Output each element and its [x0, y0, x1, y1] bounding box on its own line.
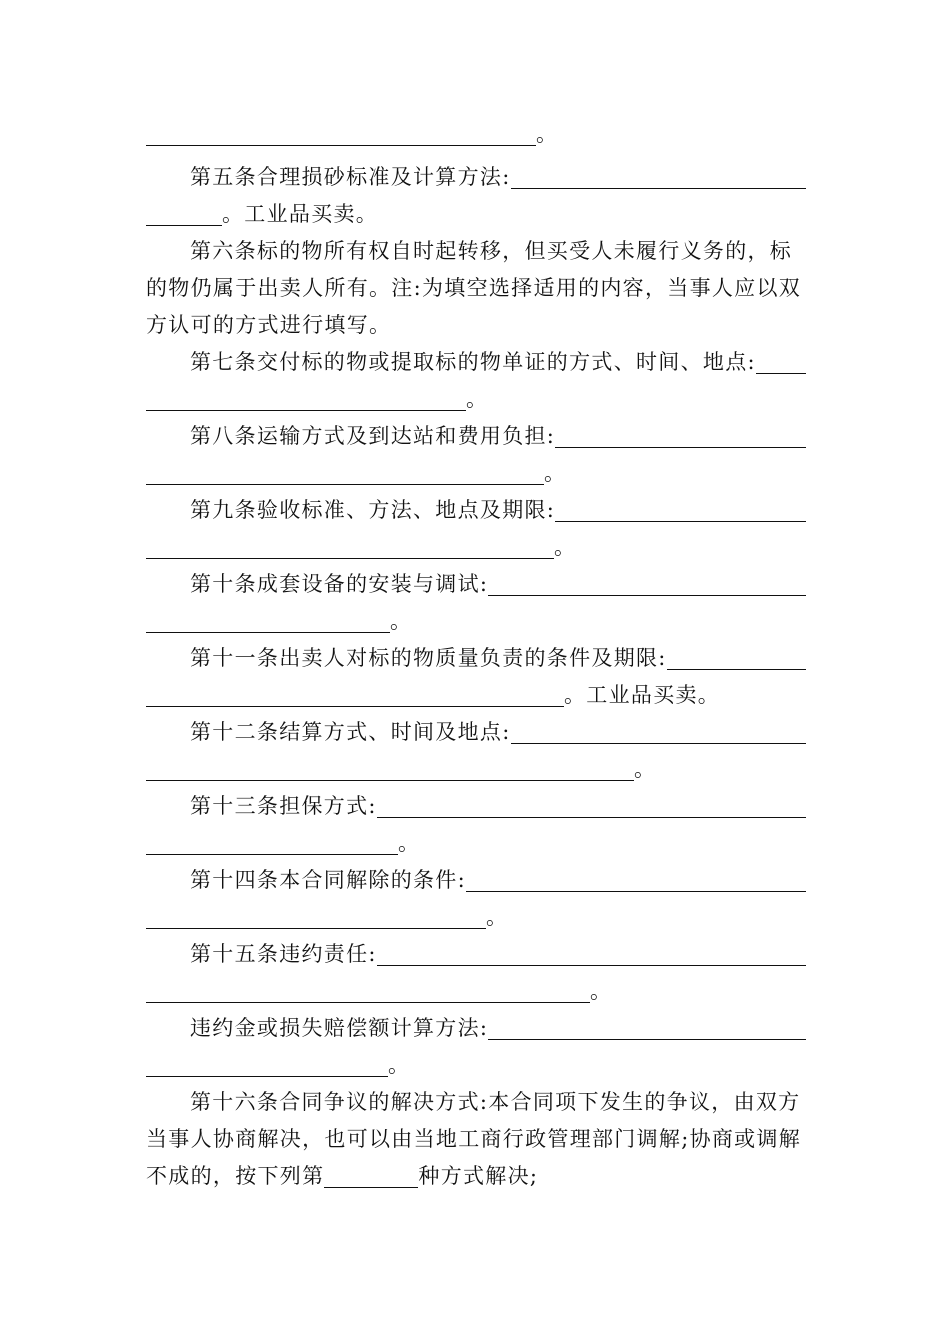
fill-blank — [377, 793, 806, 818]
doc-line-22 — [146, 897, 806, 931]
doc-line-2 — [146, 157, 806, 191]
doc-line-7 — [146, 342, 806, 376]
fill-blank — [146, 756, 634, 781]
doc-line-5 — [146, 268, 806, 302]
doc-line-23 — [146, 934, 806, 968]
clause-6-text: 第六条标的物所有权自时起转移，但买受人未履行义务的，标 — [190, 239, 793, 263]
clause-6-text-cont: 的物仍属于出卖人所有。注:为填空选择适用的内容，当事人应以双 — [146, 276, 802, 300]
line-text: 。工业品买卖。 — [564, 683, 721, 707]
fill-blank — [488, 1015, 806, 1040]
doc-line-15 — [146, 638, 806, 672]
doc-line-17 — [146, 712, 806, 746]
clause-16-text-cont: 当事人协商解决，也可以由当地工商行政管理部门调解;协商或调解 — [146, 1127, 802, 1151]
fill-blank — [146, 201, 222, 226]
fill-blank — [146, 830, 398, 855]
fill-blank — [511, 164, 806, 189]
fill-blank — [146, 534, 554, 559]
doc-line-11 — [146, 490, 806, 524]
line-text: 。 — [388, 1053, 411, 1077]
fill-blank — [146, 608, 390, 633]
fill-blank — [377, 941, 806, 966]
doc-line-13 — [146, 564, 806, 598]
doc-line-3 — [146, 194, 806, 228]
fill-blank — [146, 386, 466, 411]
fill-blank — [146, 121, 536, 146]
penalty-calc-label: 违约金或损失赔偿额计算方法: — [190, 1016, 489, 1040]
fill-blank — [146, 682, 564, 707]
doc-line-1 — [146, 114, 806, 148]
fill-blank — [146, 460, 544, 485]
doc-line-14 — [146, 601, 806, 635]
doc-line-24 — [146, 971, 806, 1005]
clause-16-text-end: 不成的，按下列第 — [146, 1164, 325, 1188]
doc-line-16 — [146, 675, 806, 709]
doc-line-26 — [146, 1045, 806, 1079]
line-text: 。 — [486, 905, 509, 929]
doc-line-21 — [146, 860, 806, 894]
line-text: 。 — [544, 461, 567, 485]
doc-line-25 — [146, 1008, 806, 1042]
fill-blank — [146, 904, 486, 929]
clause-16-text: 第十六条合同争议的解决方式:本合同项下发生的争议，由双方 — [190, 1090, 801, 1114]
fill-blank — [555, 423, 806, 448]
fill-blank — [667, 645, 806, 670]
fill-blank — [511, 719, 806, 744]
line-text: 。 — [590, 979, 613, 1003]
doc-line-9 — [146, 416, 806, 450]
fill-blank — [488, 571, 806, 596]
doc-line-29 — [146, 1156, 806, 1190]
line-text: 。 — [390, 609, 413, 633]
clause-15-label: 第十五条违约责任: — [190, 942, 377, 966]
fill-blank — [146, 978, 590, 1003]
fill-blank — [555, 497, 806, 522]
fill-blank — [466, 867, 806, 892]
clause-12-label: 第十二条结算方式、时间及地点: — [190, 720, 511, 744]
doc-line-18 — [146, 749, 806, 783]
clause-10-label: 第十条成套设备的安装与调试: — [190, 572, 489, 596]
fill-blank — [146, 1052, 388, 1077]
clause-13-label: 第十三条担保方式: — [190, 794, 377, 818]
clause-8-label: 第八条运输方式及到达站和费用负担: — [190, 424, 556, 448]
doc-line-27 — [146, 1082, 806, 1116]
clause-14-label: 第十四条本合同解除的条件: — [190, 868, 466, 892]
clause-5-label: 第五条合理损砂标准及计算方法: — [190, 165, 511, 189]
doc-line-19 — [146, 786, 806, 820]
clause-9-label: 第九条验收标准、方法、地点及期限: — [190, 498, 556, 522]
doc-line-4 — [146, 231, 806, 265]
doc-line-8 — [146, 379, 806, 413]
clause-6-text-end: 方认可的方式进行填写。 — [146, 313, 392, 337]
fill-blank — [324, 1163, 418, 1188]
line-text: 。工业品买卖。 — [222, 202, 379, 226]
fill-blank — [756, 349, 806, 374]
line-text: 。 — [466, 387, 489, 411]
doc-line-10 — [146, 453, 806, 487]
line-text: 。 — [398, 831, 421, 855]
line-text: 。 — [554, 535, 577, 559]
clause-7-label: 第七条交付标的物或提取标的物单证的方式、时间、地点: — [190, 350, 756, 374]
clause-11-label: 第十一条出卖人对标的物质量负责的条件及期限: — [190, 646, 667, 670]
line-text: 种方式解决; — [418, 1164, 539, 1188]
doc-line-28 — [146, 1119, 806, 1153]
doc-line-12 — [146, 527, 806, 561]
doc-line-6 — [146, 305, 806, 339]
line-text: 。 — [536, 122, 559, 146]
line-text: 。 — [634, 757, 657, 781]
doc-line-20 — [146, 823, 806, 857]
